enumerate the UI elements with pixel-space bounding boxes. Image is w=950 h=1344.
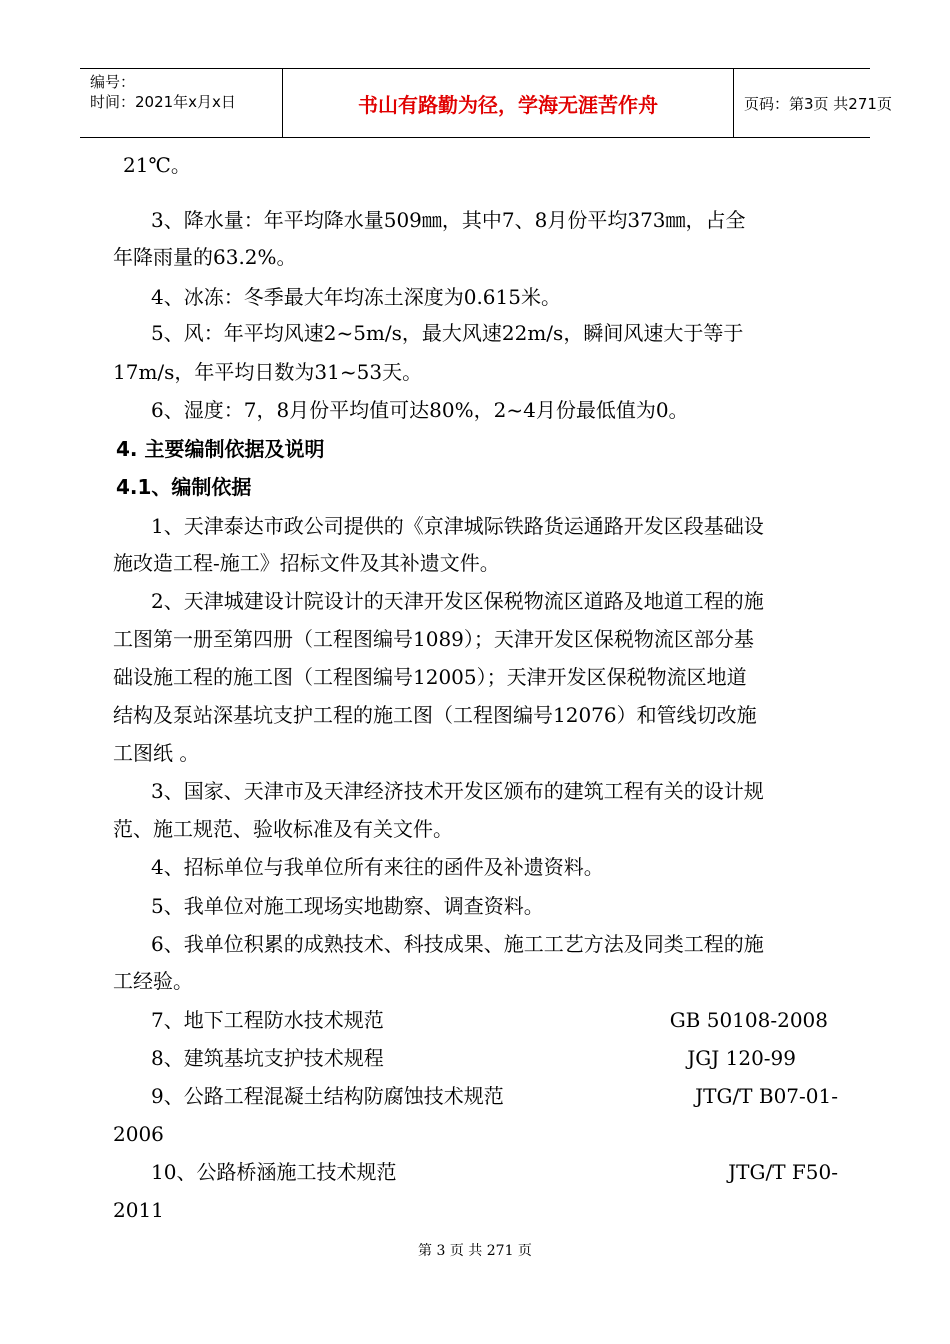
standard-name: 10、公路桥涵施工技术规范 xyxy=(151,1160,397,1184)
standard-name: 7、地下工程防水技术规范 xyxy=(151,1008,384,1032)
body-line: 4、冰冻：冬季最大年均冻土深度为0.615米。 xyxy=(151,285,561,309)
header-page-info: 页码：第3页 共271页 xyxy=(744,94,892,113)
header-meta xyxy=(80,69,282,137)
body-line: 结构及泵站深基坑支护工程的施工图（工程图编号12076）和管线切改施 xyxy=(113,703,757,727)
standard-code-continuation: 2006 xyxy=(113,1122,164,1146)
document-date-label: 时间：2021年x月x日 xyxy=(90,93,236,111)
body-line: 础设施工程的施工图（工程图编号12005）；天津开发区保税物流区地道 xyxy=(113,665,747,689)
body-line: 17m/s，年平均日数为31~53天。 xyxy=(113,360,423,384)
subsection-heading: 4.1、编制依据 xyxy=(116,475,252,499)
body-line: 工图第一册至第四册（工程图编号1089）；天津开发区保税物流区部分基 xyxy=(113,627,754,651)
body-line: 3、国家、天津市及天津经济技术开发区颁布的建筑工程有关的设计规 xyxy=(151,779,764,803)
standard-name: 9、公路工程混凝土结构防腐蚀技术规范 xyxy=(151,1084,504,1108)
standard-code: JGJ 120-99 xyxy=(687,1046,796,1070)
header-motto: 书山有路勤为径，学海无涯苦作舟 xyxy=(282,69,734,137)
standard-code-continuation: 2011 xyxy=(113,1198,164,1222)
body-line: 范、施工规范、验收标准及有关文件。 xyxy=(113,817,453,841)
body-line: 4、招标单位与我单位所有来往的函件及补遗资料。 xyxy=(151,855,604,879)
standard-code: JTG/T B07-01- xyxy=(695,1084,838,1108)
body-line: 2、天津城建设计院设计的天津开发区保税物流区道路及地道工程的施 xyxy=(151,589,764,613)
body-line: 施改造工程-施工》招标文件及其补遗文件。 xyxy=(113,551,500,575)
body-line: 年降雨量的63.2%。 xyxy=(113,245,297,269)
body-line: 21℃。 xyxy=(123,153,191,177)
document-number-label: 编号： xyxy=(90,73,136,91)
standard-name: 8、建筑基坑支护技术规程 xyxy=(151,1046,384,1070)
body-line: 6、湿度：7，8月份平均值可达80%，2~4月份最低值为0。 xyxy=(151,398,689,422)
body-line: 5、风：年平均风速2~5m/s，最大风速22m/s，瞬间风速大于等于 xyxy=(151,321,744,345)
section-heading: 4. 主要编制依据及说明 xyxy=(116,437,325,461)
standard-code: JTG/T F50- xyxy=(728,1160,838,1184)
body-line: 工图纸 。 xyxy=(113,741,200,765)
body-line: 1、天津泰达市政公司提供的《京津城际铁路货运通路开发区段基础设 xyxy=(151,514,764,538)
body-line: 工经验。 xyxy=(113,969,193,993)
standard-code: GB 50108-2008 xyxy=(669,1008,828,1032)
body-line: 3、降水量：年平均降水量509㎜，其中7、8月份平均373㎜，占全 xyxy=(151,208,746,232)
page-header xyxy=(80,68,892,138)
body-line: 5、我单位对施工现场实地勘察、调查资料。 xyxy=(151,894,544,918)
body-line: 6、我单位积累的成熟技术、科技成果、施工工艺方法及同类工程的施 xyxy=(151,932,764,956)
page-footer: 第 3 页 共 271 页 xyxy=(418,1243,532,1259)
